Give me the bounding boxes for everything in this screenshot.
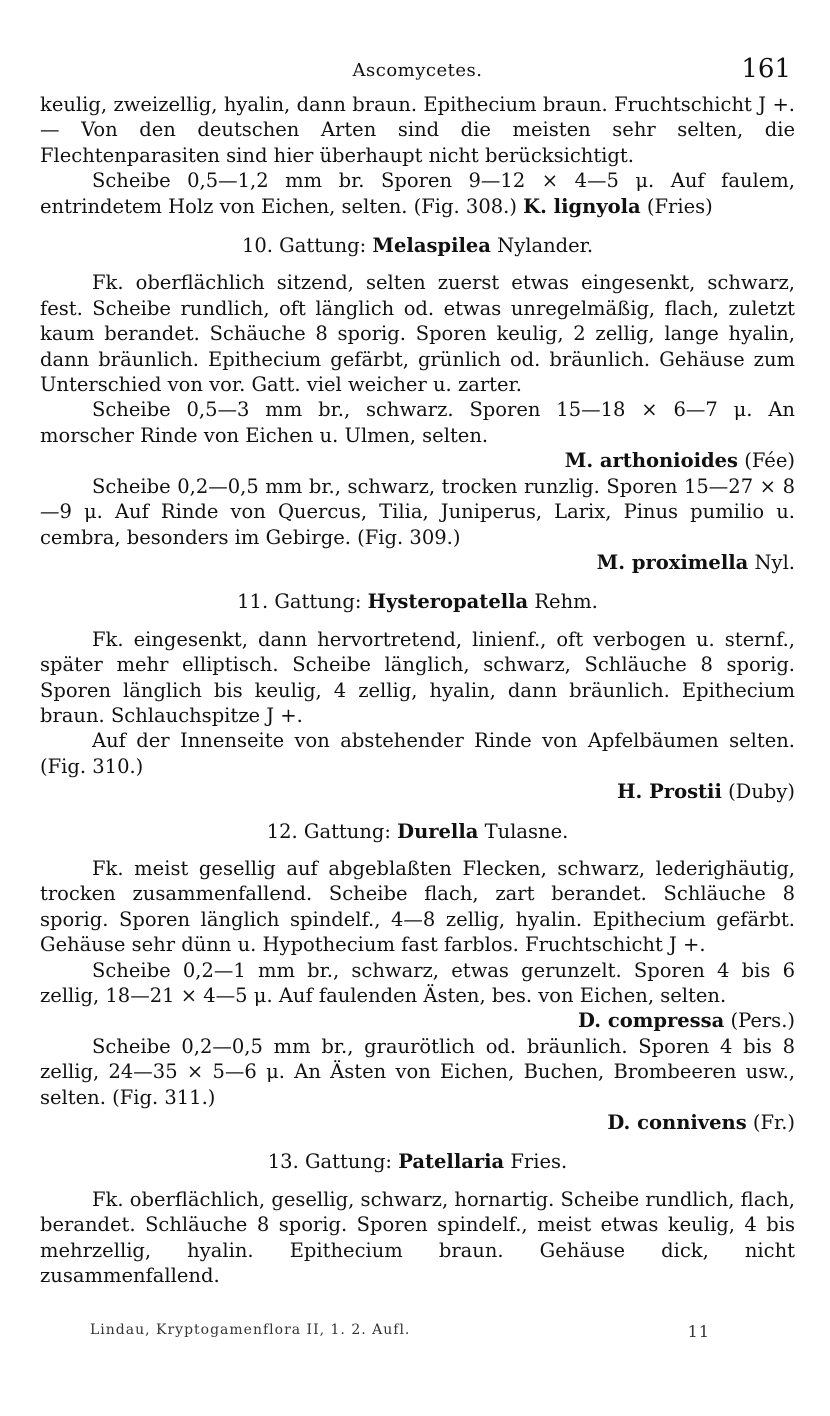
signature-mark: 11 [687,1322,710,1341]
page-header [40,52,795,92]
genus-number: 13. Gattung: [267,1150,393,1174]
genus-author: Fries. [510,1150,568,1174]
genus-name: Patellaria [398,1150,505,1174]
genus-number: 11. Gattung: [237,590,362,614]
species-paragraph: Scheibe 0,2—0,5 mm br., schwarz, trocken runzlig. Sporen 15—27 × 8—9 μ. Auf Rinde von Quercus, Tilia, Juniperus, Larix, Pinus pumilio u. cembra, besonders im Gebirge. (Fig. 309.) [40,474,795,549]
species-name: M. arthonioides [564,449,739,473]
footer-imprint: Lindau, Kryptogamenflora II, 1. 2. Aufl. [90,1322,411,1338]
intro-paragraph: keulig, zweizellig, hyalin, dann braun. Epithecium braun. Fruchtschicht J +. — Von den deutschen Arten sind die meisten sehr selten, die Flechtenparasiten sind hier überhaupt nicht berücksichtigt. [40,93,795,167]
species-author: (Fr.) [752,1111,795,1135]
species-name: D. compressa [578,1009,725,1033]
species-author: Nyl. [754,550,795,574]
running-title: Ascomycetes. [352,60,483,81]
species-paragraph: Scheibe 0,2—1 mm br., schwarz, etwas gerunzelt. Sporen 4 bis 6 zellig, 18—21 × 4—5 μ. Auf faulenden Ästen, bes. von Eichen, selten. [40,958,795,1007]
species-line [40,779,795,804]
page-footer [90,1322,710,1341]
genus-name: Durella [397,819,479,843]
genus-description: Fk. meist gesellig auf abgeblaßten Flecken, schwarz, lederighäutig, trocken zusammenfallend. Scheibe flach, zart berandet. Schläuche 8 sporig. Sporen länglich spindelf., 4—8 zellig, hyalin. Epithecium gefärbt. Gehäuse sehr dünn u. Hypothecium fast farblos. Fruchtschicht J +. [40,856,795,957]
species-line [40,550,795,575]
genus-author: Rehm. [534,590,598,614]
species-author: (Fée) [744,449,795,473]
species-author: (Pers.) [730,1009,795,1033]
genus-heading-11 [40,589,795,614]
species-name: M. proximella [596,550,749,574]
genus-number: 10. Gattung: [241,234,367,258]
genus-heading-13 [40,1149,795,1174]
genus-number: 12. Gattung: [266,819,391,843]
genus-heading-12 [40,819,795,844]
species-author: (Duby) [728,780,795,804]
species-name: H. Prostii [617,780,722,804]
species-paragraph: Scheibe 0,5—3 mm br., schwarz. Sporen 15—18 × 6—7 μ. An morscher Rinde von Eichen u. Ulmen, selten. [40,398,795,447]
species-paragraph: Scheibe 0,2—0,5 mm br., graurötlich od. bräunlich. Sporen 4 bis 8 zellig, 24—35 × 5—6 μ. An Ästen von Eichen, Buchen, Brombeeren usw., selten. (Fig. 311.) [40,1034,795,1109]
page-number: 161 [741,54,791,84]
genus-heading-10 [40,233,795,258]
species-line [40,1008,795,1033]
species-line [40,448,795,473]
genus-description: Fk. oberflächlich, gesellig, schwarz, hornartig. Scheibe rundlich, flach, berandet. Schläuche 8 sporig. Sporen spindelf., meist etwas keulig, 4 bis mehrzellig, hyalin. Epithecium braun. Gehäuse dick, nicht zusammenfallend. [40,1187,795,1288]
intro-species-paragraph [40,168,795,219]
species-name: D. connivens [607,1111,747,1135]
genus-description: Fk. eingesenkt, dann hervortretend, linienf., oft verbogen u. sternf., später mehr elliptisch. Scheibe länglich, schwarz, Schläuche 8 sporig. Sporen länglich bis keulig, 4 zellig, hyalin, dann bräunlich. Epithecium braun. Schlauchspitze J +. [40,627,795,727]
genus-name: Melaspilea [372,234,491,258]
page-body [40,52,795,1288]
genus-author: Tulasne. [484,819,569,843]
species-name: K. lignyola [523,194,641,218]
species-line [40,1110,795,1135]
genus-name: Hysteropatella [367,590,529,614]
species-author: (Fries) [646,194,713,218]
intro-species-text: Scheibe 0,5—1,2 mm br. Sporen 9—12 × 4—5 μ. Auf faulem, entrindetem Holz von Eichen, selten. (Fig. 308.) [40,169,795,218]
genus-description: Fk. oberflächlich sitzend, selten zuerst etwas eingesenkt, schwarz, fest. Scheibe rundlich, oft länglich od. etwas unregelmäßig, flach, zuletzt kaum berandet. Schäuche 8 sporig. Sporen keulig, 2 zellig, lange hyalin, dann bräunlich. Epithecium gefärbt, grünlich od. bräunlich. Gehäuse zum Unterschied von vor. Gatt. viel weicher u. zarter. [40,271,795,397]
species-paragraph: Auf der Innenseite von abstehender Rinde von Apfelbäumen selten. (Fig. 310.) [40,729,795,778]
genus-author: Nylander. [497,234,594,258]
